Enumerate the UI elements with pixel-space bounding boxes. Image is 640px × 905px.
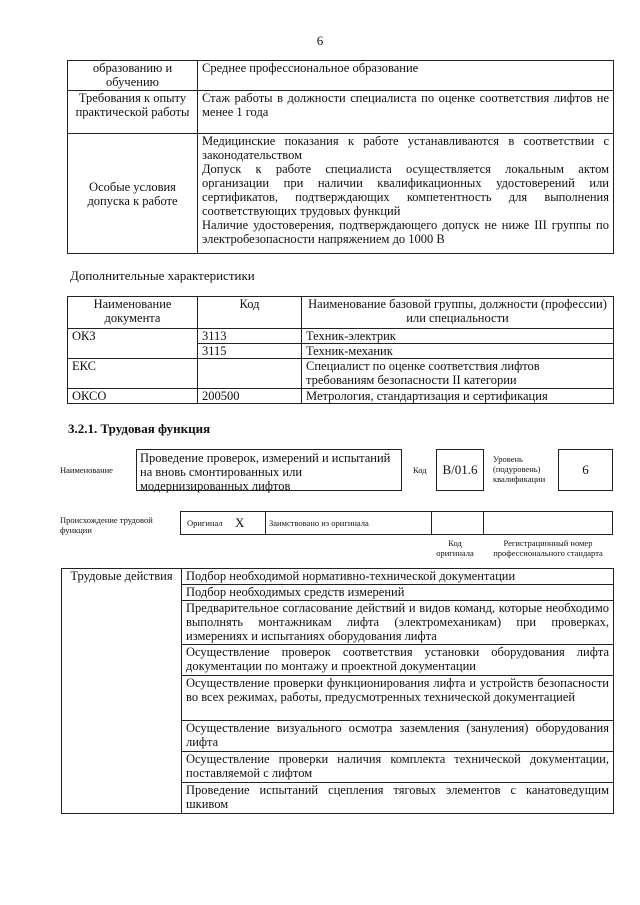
action-item: Подбор необходимых средств измерений <box>182 585 614 601</box>
row-value: Среднее профессиональное образование <box>198 61 614 91</box>
row-value: Стаж работы в должности специалиста по оценке соответствия лифтов не менее 1 года <box>198 91 614 134</box>
divider <box>483 512 484 534</box>
table-row <box>68 134 614 254</box>
reg-caption: Регистрационный номер профессионального стандарта <box>493 538 603 558</box>
value-line: Медицинские показания к работе устанавливаются в соответствии с законодательством <box>202 134 609 162</box>
cell-name: Техник-электрик <box>302 329 614 344</box>
cell-code: 3113 <box>198 329 302 344</box>
value-line: Допуск к работе специалиста осуществляется локальным актом организации при наличии квалификационных удостоверений или сертификатов, подтверждающих компетентность для выполнения соответствующих трудовых функций <box>202 162 609 218</box>
action-item: Проведение испытаний сцепления тяговых элементов с канатоведущим шкивом <box>182 783 614 814</box>
original-label: Оригинал <box>187 518 223 528</box>
cell-code: 200500 <box>198 389 302 404</box>
table-row <box>68 61 614 91</box>
action-item: Осуществление визуального осмотра заземления (зануления) оборудования лифта <box>182 721 614 752</box>
header-code: Код <box>198 297 302 329</box>
actions-table <box>61 568 614 814</box>
actions-label: Трудовые действия <box>62 569 182 814</box>
divider <box>265 512 266 534</box>
row-value <box>198 134 614 254</box>
divider <box>431 512 432 534</box>
row-label: Требования к опыту практической работы <box>68 91 198 134</box>
function-heading: 3.2.1. Трудовая функция <box>68 421 211 436</box>
cell-name: Техник-механик <box>302 344 614 359</box>
additional-table <box>67 296 614 404</box>
name-label: Наименование <box>60 465 113 475</box>
action-item: Осуществление проверки наличия комплекта технической документации, поставляемой с лифтом <box>182 752 614 783</box>
level-label: Уровень (подуровень) квалификации <box>493 454 546 484</box>
code-label: Код <box>413 465 427 475</box>
value-line: Наличие удостоверения, подтверждающего допуск не ниже III группы по электробезопасности напряжением до 1000 В <box>202 218 609 246</box>
table-row <box>68 389 614 404</box>
page-number: 6 <box>316 33 324 48</box>
table-row <box>68 329 614 344</box>
code-caption: Код оригинала <box>436 538 474 558</box>
header-name: Наименование базовой группы, должности (профессии) или специальности <box>302 297 614 329</box>
action-item: Подбор необходимой нормативно-технической документации <box>182 569 614 585</box>
action-item: Осуществление проверок соответствия установки оборудования лифта документации по монтажу и проектной документации <box>182 645 614 676</box>
row-label: Особые условия допуска к работе <box>68 134 198 254</box>
borrowed-label: Заимствовано из оригинала <box>269 518 369 528</box>
cell-code <box>198 359 302 389</box>
cell-doc: ЕКС <box>68 359 198 389</box>
table-row <box>68 91 614 134</box>
cell-name: Специалист по оценке соответствия лифтов требованиям безопасности II категории <box>302 359 614 389</box>
header-doc: Наименование документа <box>68 297 198 329</box>
table-row <box>68 359 614 389</box>
cell-name: Метрология, стандартизация и сертификация <box>302 389 614 404</box>
action-item: Предварительное согласование действий и видов команд, которые необходимо выполнять монтажникам лифта (электромеханикам) при проверках, измерениях и испытаниях оборудования лифта <box>182 601 614 645</box>
table-header-row <box>68 297 614 329</box>
cell-doc: ОКСО <box>68 389 198 404</box>
cell-doc: ОКЗ <box>68 329 198 359</box>
qualification-table <box>67 60 614 254</box>
cell-code: 3115 <box>198 344 302 359</box>
row-label: образованию и обучению <box>68 61 198 91</box>
function-name-box: Проведение проверок, измерений и испытаний на вновь смонтированных или модернизированных лифтов <box>136 449 402 491</box>
action-item: Осуществление проверки функционирования лифта и устройств безопасности во всех режимах, работы, предусмотренных технической документацией <box>182 676 614 721</box>
original-mark: X <box>235 515 245 530</box>
function-code-box: В/01.6 <box>436 449 484 491</box>
origin-label: Происхождение трудовой функции <box>60 515 153 535</box>
origin-row <box>180 511 613 535</box>
section-title: Дополнительные характеристики <box>70 268 255 283</box>
table-row <box>62 569 614 585</box>
level-box: 6 <box>558 449 613 491</box>
